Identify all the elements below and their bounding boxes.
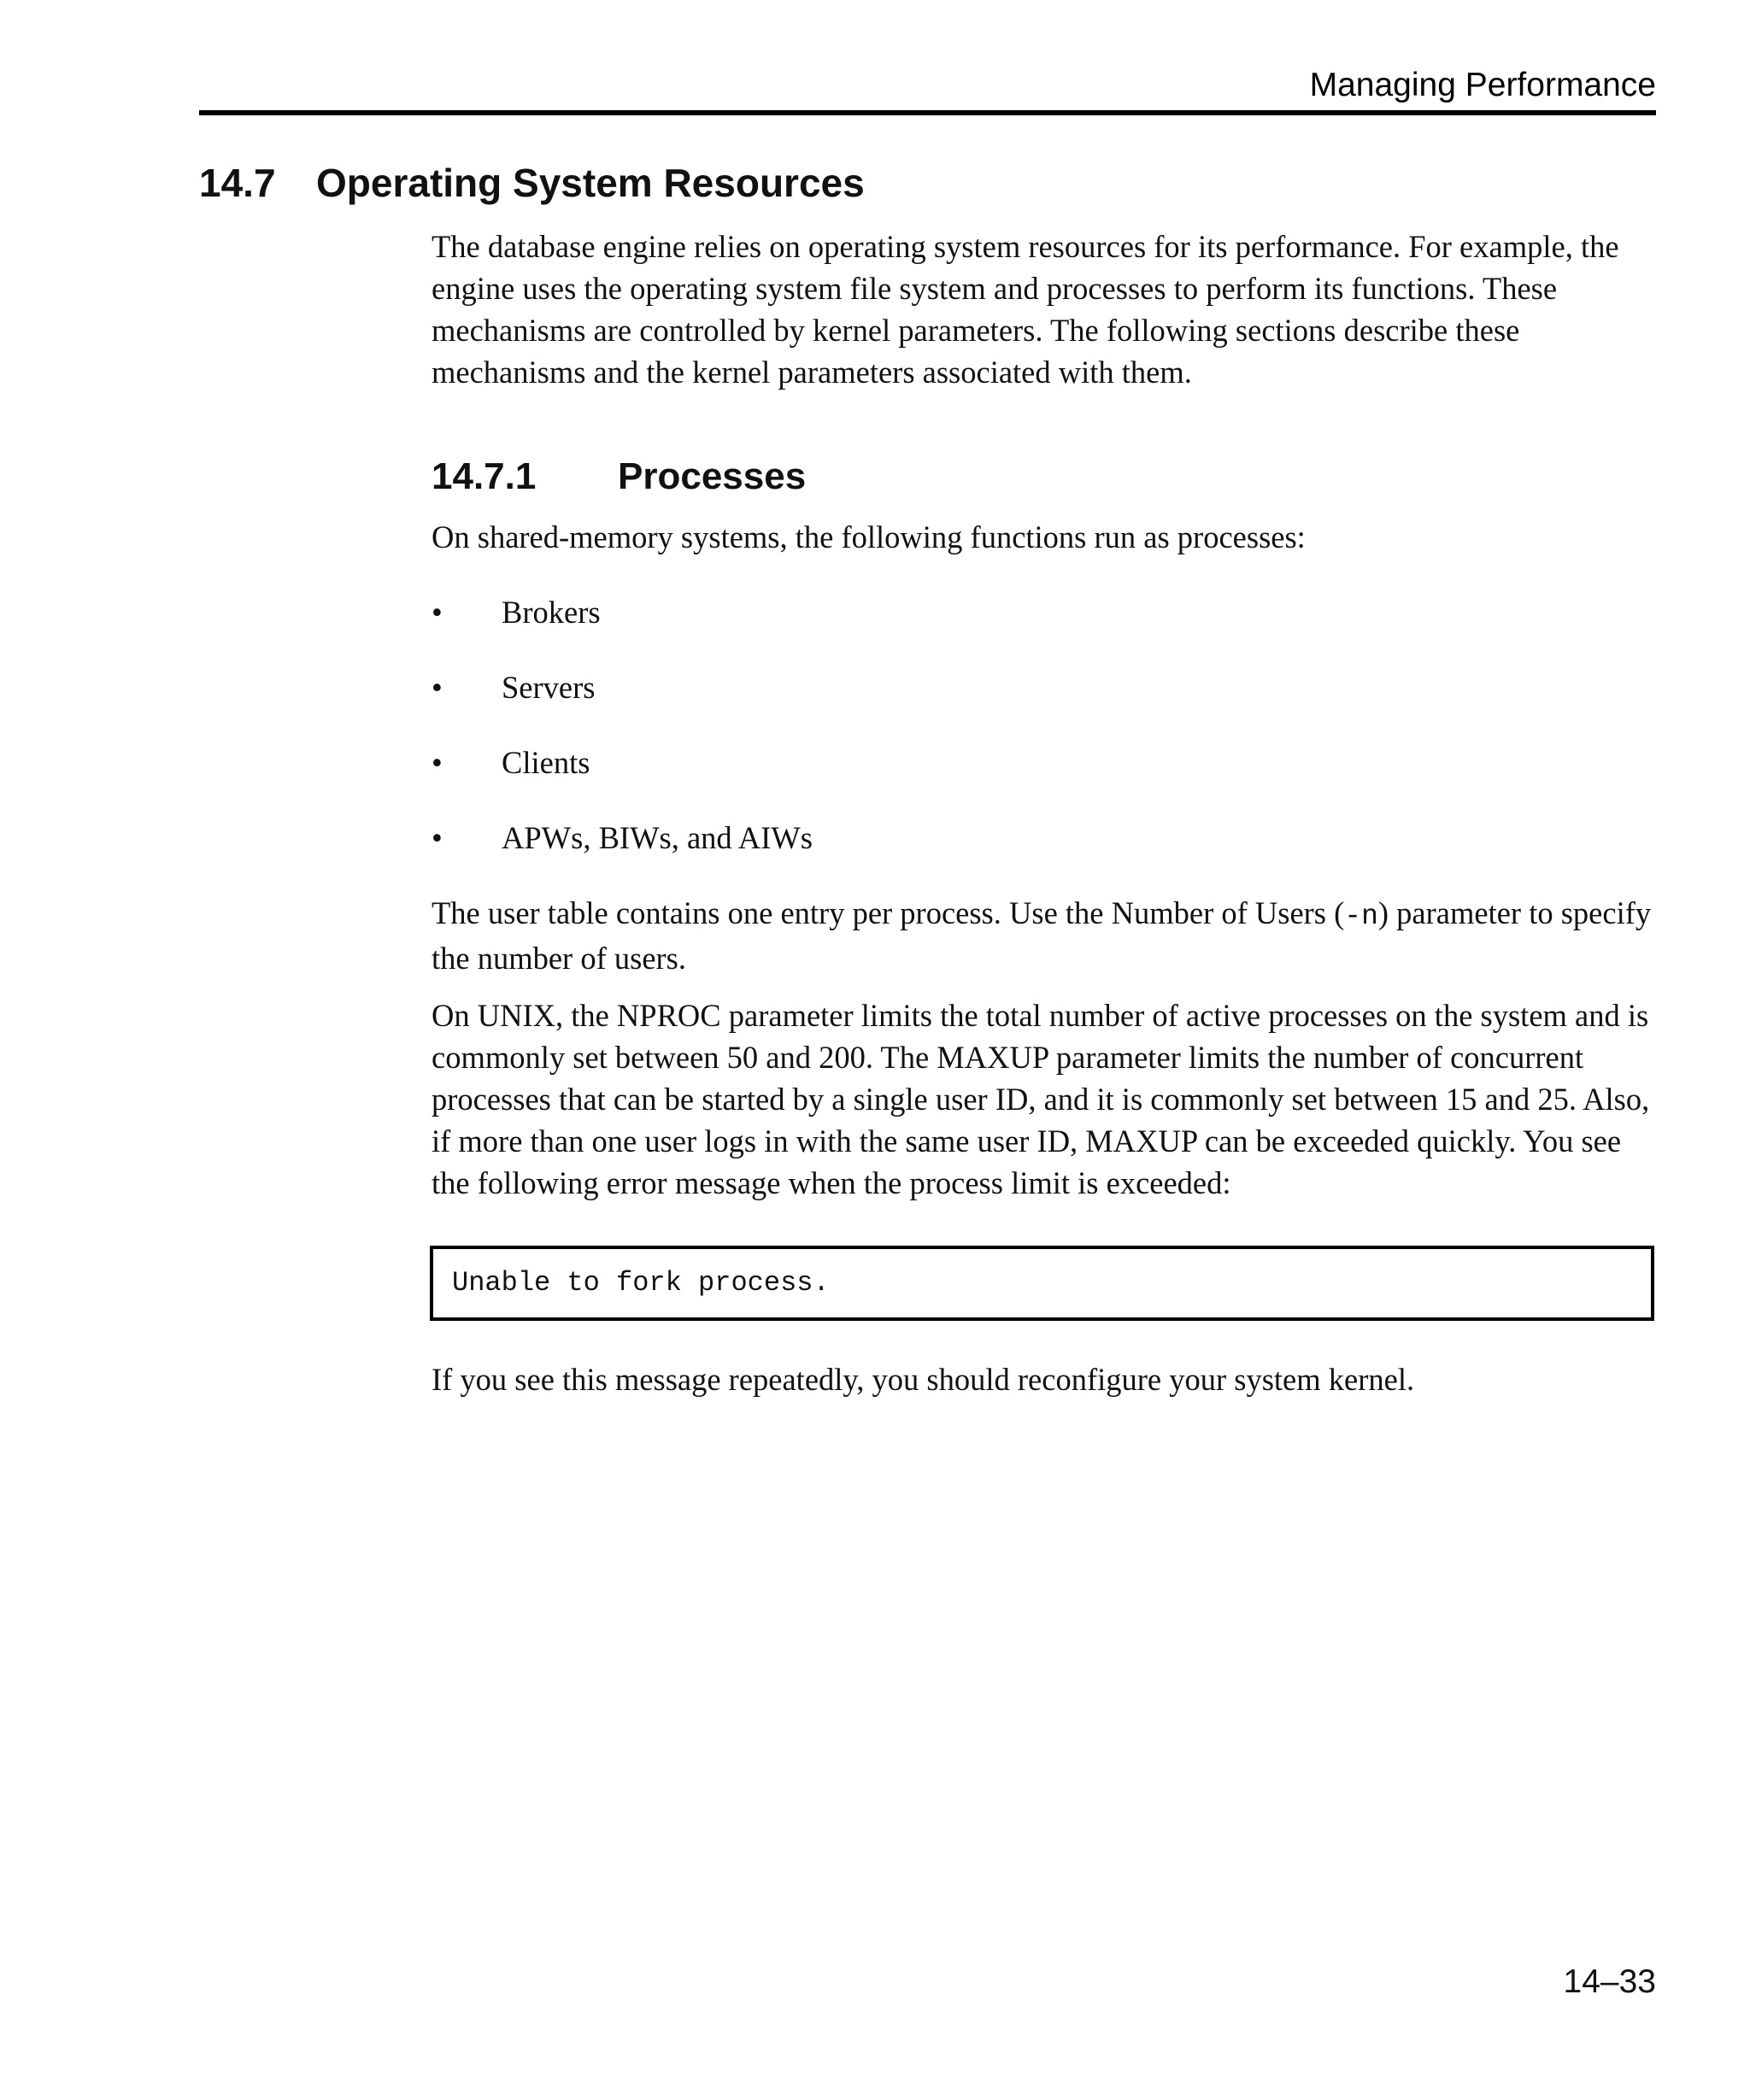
subsection-title: Processes <box>618 455 807 497</box>
bullet-icon: • <box>432 820 443 855</box>
section-number: 14.7 <box>199 161 276 205</box>
bullet-icon: • <box>432 745 443 780</box>
bullet-icon: • <box>432 595 443 630</box>
error-message-box <box>430 1246 1654 1321</box>
intro-paragraph: The database engine relies on operating system resources for its performance. For example, the engine uses the operating system file system and processes to perform its functions. These mechanisms are controlled by kernel parameters. The following sections describe these mechanisms and the kernel parameters associated with them. <box>432 229 1619 390</box>
user-table-text-before: The user table contains one entry per process. Use the Number of Users ( <box>432 895 1345 930</box>
list-item-text: Clients <box>502 745 590 780</box>
subsection-heading <box>432 454 806 500</box>
list-item <box>432 591 601 633</box>
section-heading <box>199 159 865 207</box>
list-item-text: APWs, BIWs, and AIWs <box>502 820 813 855</box>
user-table-paragraph <box>432 892 1656 979</box>
error-message-code: Unable to fork process. <box>452 1267 830 1299</box>
list-item <box>432 817 813 859</box>
running-title: Managing Performance <box>1309 67 1656 103</box>
list-item-text: Brokers <box>502 595 601 630</box>
unix-limits-paragraph: On UNIX, the NPROC parameter limits the total number of active processes on the system and is commonly set between 50 and 200. The MAXUP parameter limits the number of concurrent processes that can be started by a single user ID, and it is commonly set between 15 and 25. Also, if more than one user logs in with the same user ID, MAXUP can be exceeded quickly. You see the following error message when the process limit is exceeded: <box>432 998 1650 1200</box>
subsection-number: 14.7.1 <box>432 455 537 497</box>
page-number: 14–33 <box>1563 1963 1656 2000</box>
section-title: Operating System Resources <box>316 161 865 205</box>
list-item-text: Servers <box>502 670 596 705</box>
list-item <box>432 666 595 708</box>
bullet-icon: • <box>432 670 443 705</box>
closing-paragraph: If you see this message repeatedly, you should reconfigure your system kernel. <box>432 1362 1415 1397</box>
header-rule <box>199 110 1656 115</box>
users-parameter-code: -n <box>1344 900 1378 932</box>
processes-lead-paragraph: On shared-memory systems, the following functions run as processes: <box>432 519 1306 554</box>
list-item <box>432 742 590 783</box>
user-table-text-after: ) parameter to specify the number of users. <box>432 895 1652 976</box>
